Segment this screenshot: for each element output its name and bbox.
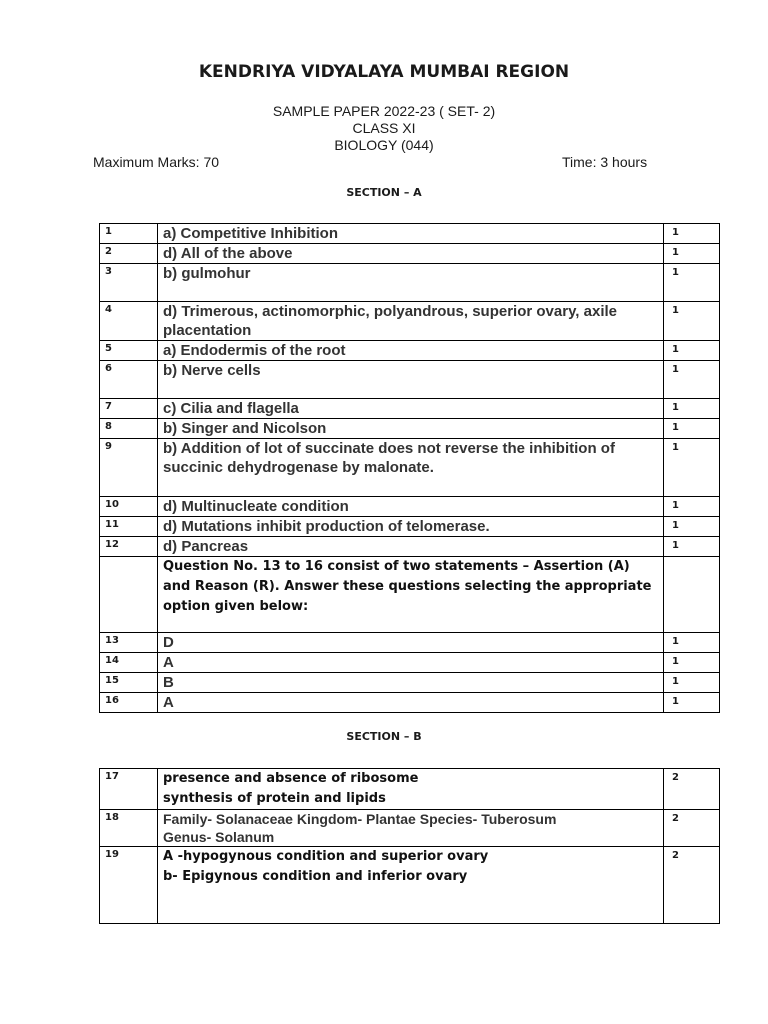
answer-text: d) Pancreas [158, 537, 664, 557]
answer-text: d) Trimerous, actinomorphic, polyandrous, superior ovary, axile placentation [158, 302, 664, 341]
question-number: 14 [100, 653, 158, 673]
question-number: 11 [100, 517, 158, 537]
marks-value: 1 [664, 497, 720, 517]
question-number: 4 [100, 302, 158, 341]
max-marks: Maximum Marks: 70 [93, 154, 220, 170]
marks-value: 1 [664, 673, 720, 693]
school-title: KENDRIYA VIDYALAYA MUMBAI REGION [198, 62, 570, 82]
question-number: 13 [100, 633, 158, 653]
marks-value: 1 [664, 264, 720, 302]
table-row [100, 439, 720, 497]
question-number: 17 [100, 769, 158, 810]
answer-line: A -hypogynous condition and superior ovary [163, 849, 489, 864]
answer-text [158, 769, 664, 810]
answer-line: Family- Solanaceae Kingdom- Plantae Species- Tuberosum [163, 811, 557, 827]
answer-text: b) Singer and Nicolson [158, 419, 664, 439]
table-row [100, 653, 720, 673]
answer-text: a) Endodermis of the root [158, 341, 664, 361]
marks-value: 1 [664, 224, 720, 244]
table-row [100, 419, 720, 439]
marks-value: 2 [664, 769, 720, 810]
question-number: 6 [100, 361, 158, 399]
table-row [100, 633, 720, 653]
paper-title: SAMPLE PAPER 2022-23 ( SET- 2) [272, 103, 496, 119]
table-row [100, 517, 720, 537]
section-a-table [99, 223, 720, 713]
subject-label: BIOLOGY (044) [334, 137, 434, 153]
answer-line: presence and absence of ribosome [163, 771, 419, 786]
answer-text: d) Multinucleate condition [158, 497, 664, 517]
marks-value: 1 [664, 693, 720, 713]
marks-value: 1 [664, 361, 720, 399]
question-number: 2 [100, 244, 158, 264]
marks-value: 1 [664, 244, 720, 264]
table-row [100, 341, 720, 361]
answer-line: b- Epigynous condition and inferior ovary [163, 869, 468, 884]
question-number: 7 [100, 399, 158, 419]
marks-value: 1 [664, 653, 720, 673]
marks-value: 2 [664, 847, 720, 924]
table-row [100, 224, 720, 244]
question-number: 8 [100, 419, 158, 439]
assertion-instruction-row [100, 557, 720, 633]
question-number: 5 [100, 341, 158, 361]
question-number: 10 [100, 497, 158, 517]
table-row [100, 673, 720, 693]
marks-value: 1 [664, 633, 720, 653]
answer-text: D [158, 633, 664, 653]
question-number: 19 [100, 847, 158, 924]
marks-value: 1 [664, 341, 720, 361]
answer-line: Genus- Solanum [163, 829, 275, 845]
question-number: 1 [100, 224, 158, 244]
answer-text: c) Cilia and flagella [158, 399, 664, 419]
marks-value: 1 [664, 517, 720, 537]
marks-value: 1 [664, 302, 720, 341]
question-number: 9 [100, 439, 158, 497]
table-row [100, 264, 720, 302]
answer-text: d) Mutations inhibit production of telomerase. [158, 517, 664, 537]
table-row [100, 769, 720, 810]
question-number: 15 [100, 673, 158, 693]
question-number: 12 [100, 537, 158, 557]
question-number: 3 [100, 264, 158, 302]
marks-value: 1 [664, 419, 720, 439]
answer-text: a) Competitive Inhibition [158, 224, 664, 244]
answer-text: B [158, 673, 664, 693]
table-row [100, 537, 720, 557]
answer-line: synthesis of protein and lipids [163, 791, 386, 806]
question-number: 18 [100, 810, 158, 847]
time-allowed: Time: 3 hours [562, 154, 648, 170]
table-row [100, 361, 720, 399]
answer-text: A [158, 653, 664, 673]
question-number: 16 [100, 693, 158, 713]
table-row [100, 244, 720, 264]
answer-text: b) gulmohur [158, 264, 664, 302]
table-row [100, 399, 720, 419]
section-b-table [99, 768, 720, 924]
answer-text: b) Addition of lot of succinate does not reverse the inhibition of succinic dehydrogenase by malonate. [158, 439, 664, 497]
table-row [100, 497, 720, 517]
marks-value: 2 [664, 810, 720, 847]
section-a-title: SECTION – A [346, 186, 422, 199]
table-row [100, 302, 720, 341]
table-row [100, 810, 720, 847]
marks-value: 1 [664, 439, 720, 497]
answer-text [158, 810, 664, 847]
class-label: CLASS XI [352, 120, 416, 136]
answer-text: d) All of the above [158, 244, 664, 264]
marks-value: 1 [664, 537, 720, 557]
answer-text [158, 847, 664, 924]
answer-text: b) Nerve cells [158, 361, 664, 399]
answer-text: A [158, 693, 664, 713]
section-b-title: SECTION – B [346, 730, 422, 743]
table-row [100, 693, 720, 713]
assertion-instruction: Question No. 13 to 16 consist of two statements – Assertion (A) and Reason (R). Answer these questions selecting the appropriate option given below: [158, 557, 664, 633]
table-row [100, 847, 720, 924]
marks-value: 1 [664, 399, 720, 419]
